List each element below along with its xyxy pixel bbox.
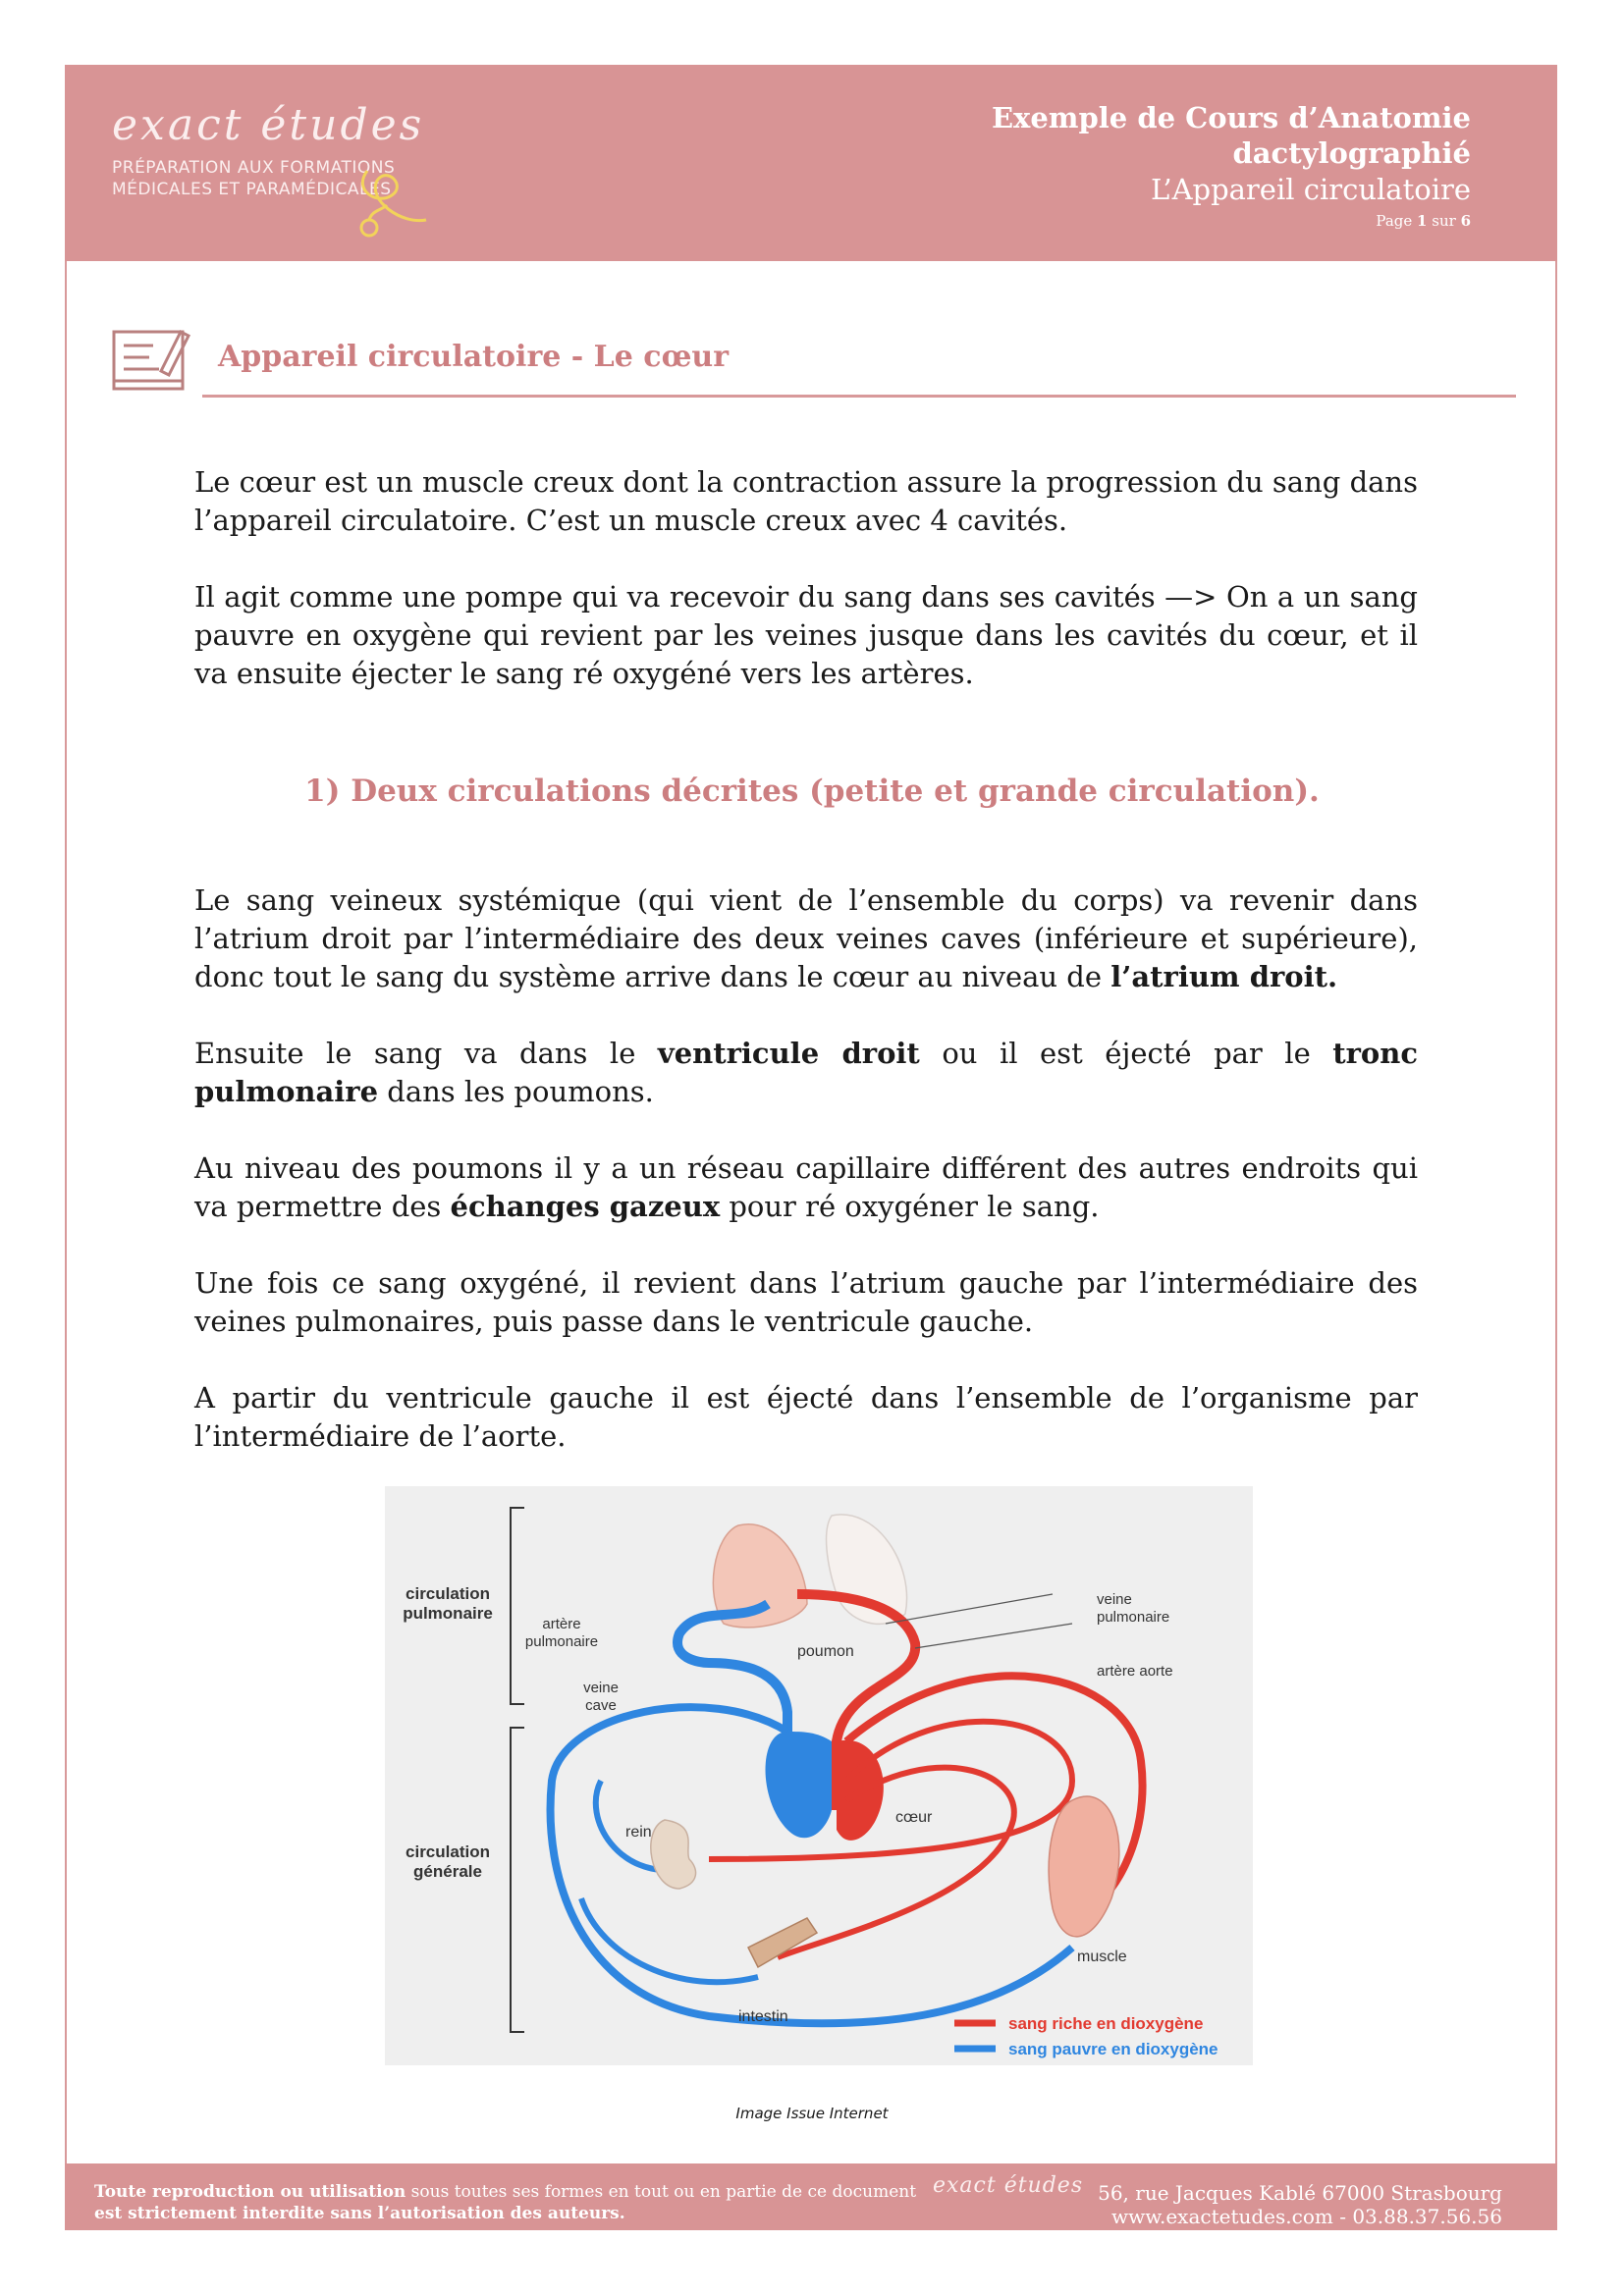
label-circulation-generale: circulation bbox=[406, 1842, 490, 1861]
logo-wordmark: exact études bbox=[112, 100, 425, 150]
kidney bbox=[651, 1820, 696, 1889]
label-veine-cave-2: cave bbox=[585, 1697, 617, 1714]
label-artere-pulmonaire-2: pulmonaire bbox=[524, 1633, 599, 1650]
label-poumon: poumon bbox=[797, 1643, 854, 1660]
muscle bbox=[1049, 1796, 1119, 1937]
label-artere-pulmonaire: artère bbox=[542, 1616, 581, 1632]
paragraph-5: Au niveau des poumons il y a un réseau capillaire différent des autres endroits qui va permettre des échanges gazeux pour ré oxygéner le sang. bbox=[194, 1151, 1418, 1223]
footer-address: 56, rue Jacques Kablé 67000 Strasbourg bbox=[1098, 2181, 1502, 2205]
course-title-line-2: dactylographié bbox=[1232, 136, 1471, 170]
paragraph-6: Une fois ce sang oxygéné, il revient dans l’atrium gauche par l’intermédiaire des veines pulmonaires, puis passe dans le ventricule gauche. bbox=[194, 1266, 1418, 1338]
logo bbox=[102, 100, 475, 238]
pulmonary-bracket bbox=[511, 1508, 524, 1704]
circulation-diagram-svg bbox=[385, 1486, 1253, 2065]
heart-right bbox=[766, 1732, 833, 1838]
artery-kidney bbox=[709, 1722, 1072, 1859]
legend-red-label: sang riche en dioxygène bbox=[1008, 2014, 1204, 2033]
subheading: 1) Deux circulations décrites (petite et grande circulation). bbox=[304, 774, 1320, 809]
label-rein: rein bbox=[625, 1824, 652, 1841]
paragraph-7: A partir du ventricule gauche il est éjecté dans l’ensemble de l’organisme par l’intermédiaire de l’aorte. bbox=[194, 1381, 1418, 1453]
paragraph-1: Le cœur est un muscle creux dont la contraction assure la progression du sang dans l’appareil circulatoire. C’est un muscle creux avec 4 cavités. bbox=[194, 465, 1418, 537]
section-divider bbox=[202, 395, 1516, 398]
label-muscle: muscle bbox=[1077, 1949, 1127, 1965]
page-number: Page 1 sur 6 bbox=[1376, 212, 1471, 230]
figure-caption: Image Issue Internet bbox=[735, 2105, 889, 2122]
intestine bbox=[748, 1918, 817, 1967]
stethoscope-icon bbox=[348, 151, 456, 240]
paragraph-3: Le sang veineux systémique (qui vient de l’ensemble du corps) va revenir dans l’atrium droit par l’intermédiaire des deux veines caves (inférieure et supérieure), donc tout le sang du système arrive dans le cœur au niveau de l’atrium droit. bbox=[194, 883, 1418, 993]
label-intestin: intestin bbox=[738, 2008, 788, 2025]
footer-copyright: Toute reproduction ou utilisation sous toutes ses formes en tout ou en partie de ce document est strictement interdite sans l’autorisation des auteurs. bbox=[94, 2182, 917, 2223]
notes-icon bbox=[110, 326, 194, 395]
footer-logo: exact études bbox=[933, 2173, 1084, 2198]
systemic-bracket bbox=[511, 1728, 524, 2032]
circulation-diagram bbox=[385, 1486, 1253, 2065]
label-veine-pulmonaire: veine bbox=[1097, 1591, 1132, 1608]
pulmonary-artery bbox=[677, 1604, 768, 1663]
label-veine-cave: veine bbox=[583, 1680, 619, 1696]
label-artere-aorte: artère aorte bbox=[1097, 1663, 1173, 1680]
label-circulation-pulmonaire: circulation bbox=[406, 1584, 490, 1603]
course-subtitle: L’Appareil circulatoire bbox=[1151, 173, 1471, 206]
header-info bbox=[992, 100, 1471, 230]
paragraph-2: Il agit comme une pompe qui va recevoir du sang dans ses cavités —> On a un sang pauvre en oxygène qui revient par les veines jusque dans les cavités du cœur, et il va ensuite éjecter le sang ré oxygéné vers les artères. bbox=[194, 580, 1418, 690]
logo-tagline-line-1: PRÉPARATION AUX FORMATIONS bbox=[112, 158, 396, 178]
label-circulation-generale-2: générale bbox=[413, 1862, 482, 1881]
footer-contact bbox=[1098, 2181, 1502, 2228]
section-title: Appareil circulatoire - Le cœur bbox=[218, 340, 730, 374]
legend-blue-label: sang pauvre en dioxygène bbox=[1008, 2040, 1218, 2058]
footer-website[interactable]: www.exactetudes.com - 03.88.37.56.56 bbox=[1111, 2205, 1502, 2228]
label-circulation-pulmonaire-2: pulmonaire bbox=[403, 1604, 493, 1623]
label-veine-pulmonaire-2: pulmonaire bbox=[1097, 1609, 1170, 1626]
label-coeur: cœur bbox=[895, 1809, 933, 1826]
course-title: Exemple de Cours d’Anatomie bbox=[991, 101, 1471, 134]
logo-tagline-line-2: MÉDICALES ET PARAMÉDICALES bbox=[112, 180, 392, 199]
paragraph-4: Ensuite le sang va dans le ventricule droit ou il est éjecté par le tronc pulmonaire dans les poumons. bbox=[194, 1037, 1418, 1108]
